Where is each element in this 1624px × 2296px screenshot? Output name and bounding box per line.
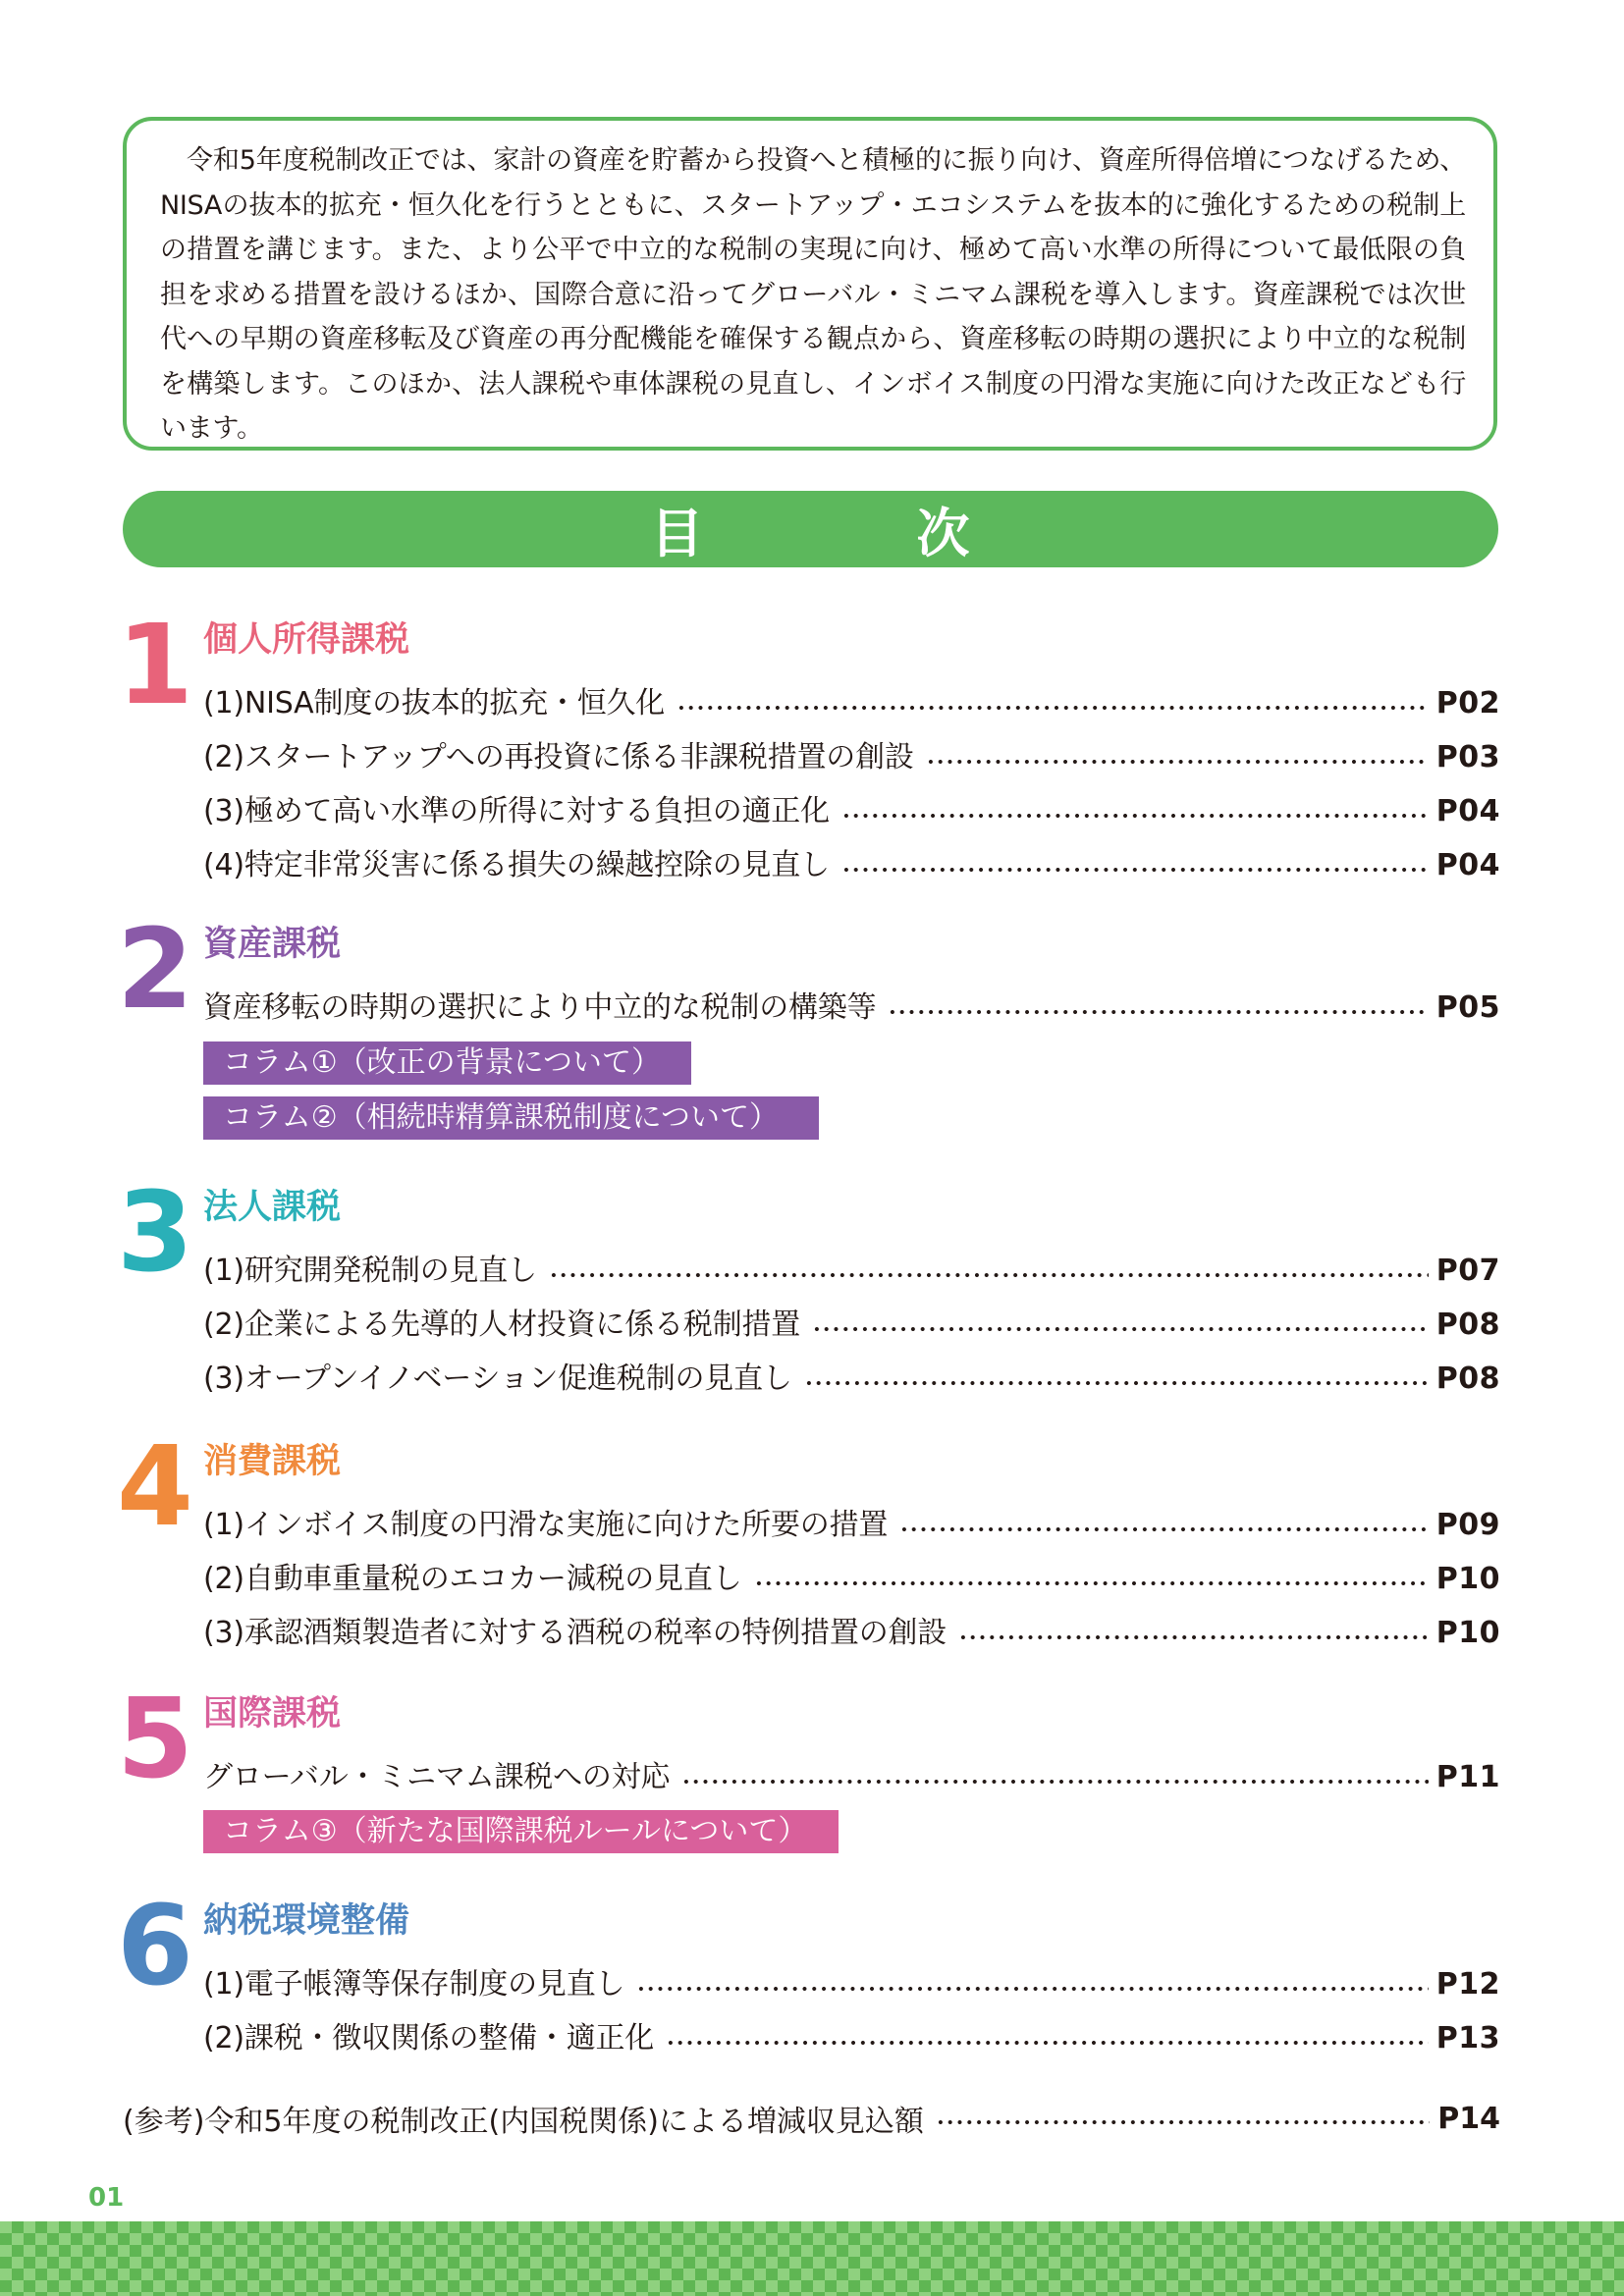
toc-entry-label: (1)電子帳簿等保存制度の見直し bbox=[203, 1967, 625, 2002]
toc-heading-char-2: 次 bbox=[916, 502, 971, 564]
toc-entry-label: (1)研究開発税制の見直し bbox=[203, 1254, 537, 1288]
dot-leader bbox=[926, 759, 1429, 765]
toc-heading-char-1: 目 bbox=[650, 502, 705, 564]
toc-entry-page: P04 bbox=[1435, 848, 1500, 882]
section-title: 個人所得課税 bbox=[203, 620, 410, 660]
column-tag[interactable]: コラム②（相続時精算課税制度について） bbox=[203, 1096, 819, 1140]
checkered-footer-band bbox=[0, 2221, 1624, 2296]
toc-entry[interactable] bbox=[203, 1306, 1500, 1345]
intro-box bbox=[123, 117, 1497, 451]
reference-page: P14 bbox=[1437, 2101, 1500, 2136]
dot-leader bbox=[958, 1634, 1429, 1640]
toc-entry-page: P07 bbox=[1435, 1254, 1500, 1288]
dot-leader bbox=[549, 1272, 1429, 1278]
column-tag[interactable]: コラム③（新たな国際課税ルールについて） bbox=[203, 1810, 839, 1853]
toc-entry-label: (1)NISA制度の抜本的拡充・恒久化 bbox=[203, 686, 666, 721]
toc-entry[interactable] bbox=[203, 1252, 1500, 1291]
toc-entry-page: P04 bbox=[1435, 794, 1500, 828]
dot-leader bbox=[677, 705, 1429, 711]
toc-entry-page: P08 bbox=[1435, 1308, 1500, 1342]
toc-entry-label: (2)自動車重量税のエコカー減税の見直し bbox=[203, 1562, 742, 1596]
section-number: 6 bbox=[117, 1883, 193, 2010]
section-title: 納税環境整備 bbox=[203, 1901, 410, 1941]
toc-entry[interactable] bbox=[203, 846, 1500, 885]
toc-entry-page: P10 bbox=[1435, 1616, 1500, 1650]
dot-leader bbox=[841, 867, 1429, 873]
dot-leader bbox=[936, 2119, 1430, 2125]
toc-entry-page: P10 bbox=[1435, 1562, 1500, 1596]
dot-leader bbox=[804, 1380, 1429, 1386]
intro-text: 令和5年度税制改正では、家計の資産を貯蓄から投資へと積極的に振り向け、資産所得倍増につなげるため、NISAの抜本的拡充・恒久化を行うとともに、スタートアップ・エコシステムを抜本的に強化するための税制上の措置を講じます。また、より公平で中立的な税制の実現に向け、極めて高い水準の所得について最低限の負担を求める措置を設けるほか、国際合意に沿ってグローバル・ミニマム課税を導入します。資産課税では次世代への早期の資産移転及び資産の再分配機能を確保する観点から、資産移転の時期の選択により中立的な税制を構築します。このほか、法人課税や車体課税の見直し、インボイス制度の円滑な実施に向けた改正なども行います。 bbox=[160, 145, 1466, 444]
section-number: 3 bbox=[117, 1169, 193, 1297]
toc-entry[interactable] bbox=[203, 684, 1500, 723]
toc-entry-page: P09 bbox=[1435, 1508, 1500, 1542]
section-title: 法人課税 bbox=[203, 1188, 342, 1227]
toc-entry[interactable] bbox=[203, 2019, 1500, 2058]
toc-entry[interactable] bbox=[203, 1965, 1500, 2004]
toc-entry-label: (2)企業による先導的人材投資に係る税制措置 bbox=[203, 1308, 801, 1342]
toc-entry[interactable] bbox=[203, 792, 1500, 831]
toc-entry-label: (2)スタートアップへの再投資に係る非課税措置の創設 bbox=[203, 740, 914, 774]
reference-entry[interactable] bbox=[123, 2099, 1500, 2138]
toc-entry-label: (3)承認酒類製造者に対する酒税の税率の特例措置の創設 bbox=[203, 1616, 947, 1650]
dot-leader bbox=[888, 1009, 1428, 1015]
toc-entry[interactable] bbox=[203, 1506, 1500, 1545]
toc-entry-page: P12 bbox=[1435, 1967, 1500, 2002]
toc-entry[interactable] bbox=[203, 1560, 1500, 1599]
dot-leader bbox=[812, 1326, 1429, 1332]
section-title: 消費課税 bbox=[203, 1442, 342, 1481]
toc-heading-banner bbox=[123, 491, 1498, 567]
section-number: 4 bbox=[117, 1423, 193, 1551]
section-title: 資産課税 bbox=[203, 925, 342, 964]
dot-leader bbox=[841, 813, 1429, 819]
dot-leader bbox=[666, 2040, 1429, 2046]
dot-leader bbox=[681, 1779, 1428, 1785]
toc-entry[interactable] bbox=[203, 1360, 1500, 1399]
toc-entry-label: グローバル・ミニマム課税への対応 bbox=[203, 1760, 671, 1794]
toc-entry[interactable] bbox=[203, 738, 1500, 777]
toc-entry-label: (2)課税・徴収関係の整備・適正化 bbox=[203, 2021, 655, 2056]
section-number: 5 bbox=[117, 1676, 193, 1803]
column-tag[interactable]: コラム①（改正の背景について） bbox=[203, 1041, 691, 1085]
dot-leader bbox=[899, 1526, 1429, 1532]
toc-entry-page: P08 bbox=[1435, 1362, 1500, 1396]
toc-entry-page: P11 bbox=[1435, 1760, 1500, 1794]
toc-entry[interactable] bbox=[203, 988, 1500, 1028]
page-number: 01 bbox=[88, 2183, 125, 2213]
reference-label: (参考)令和5年度の税制改正(内国税関係)による増減収見込額 bbox=[123, 2105, 924, 2139]
section-number: 2 bbox=[117, 906, 193, 1034]
toc-entry-label: (3)オープンイノベーション促進税制の見直し bbox=[203, 1362, 792, 1396]
toc-entry-page: P13 bbox=[1435, 2021, 1500, 2056]
toc-entry-label: (1)インボイス制度の円滑な実施に向けた所要の措置 bbox=[203, 1508, 889, 1542]
toc-entry-label: 資産移転の時期の選択により中立的な税制の構築等 bbox=[203, 990, 877, 1025]
toc-entry-label: (3)極めて高い水準の所得に対する負担の適正化 bbox=[203, 794, 830, 828]
toc-entry[interactable] bbox=[203, 1758, 1500, 1797]
toc-entry[interactable] bbox=[203, 1614, 1500, 1653]
dot-leader bbox=[636, 1986, 1428, 1992]
toc-entry-page: P02 bbox=[1435, 686, 1500, 721]
dot-leader bbox=[754, 1580, 1429, 1586]
toc-entry-label: (4)特定非常災害に係る損失の繰越控除の見直し bbox=[203, 848, 830, 882]
section-title: 国際課税 bbox=[203, 1694, 342, 1734]
section-number: 1 bbox=[117, 602, 193, 729]
toc-entry-page: P05 bbox=[1435, 990, 1500, 1025]
toc-entry-page: P03 bbox=[1435, 740, 1500, 774]
